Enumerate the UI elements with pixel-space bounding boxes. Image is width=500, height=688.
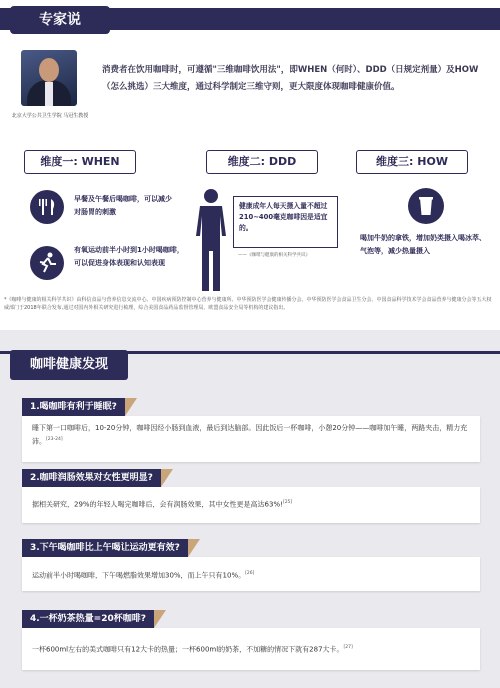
expert-caption: 北京大学公共卫生学院 马冠生教授 xyxy=(11,113,89,119)
ref-1: [23-24] xyxy=(46,437,63,442)
expert-section xyxy=(0,0,500,330)
ref-4: [27] xyxy=(343,645,353,650)
intro-text: 消费者在饮用咖啡时，可遵循"三维咖啡饮用法"，即WHEN（何时）、DDD（日规定剂量）及HOW（怎么挑选）三大维度，通过科学制定三维守则，更大限度体现咖啡健康价值。 xyxy=(102,65,479,92)
answer-1: 睡下第一口咖啡后，10-20分钟，咖啡因经小肠到血液，最后到达脑部。因此饭后一杯咖啡，小憩20分钟——咖啡加午睡，两路夹击，精力充沛。 xyxy=(32,424,468,446)
running-icon xyxy=(30,246,64,280)
footnote: *《咖啡与健康的相关科学共识》由科信食品与营养信息交流中心、中国疾病预防控制中心营养与健康所、中华预防医学会健康传播分会、中华预防医学会食品卫生分会、中国食品科学技术学会食品营养与健康分会等五大权威部门于2018年联合发布,通过对国内外相关研究进行梳理，综合美国食品药品监督管理局、欧盟食品安全局等机构的建议指出。 xyxy=(4,297,492,311)
ref-2: [25] xyxy=(282,500,293,505)
answer-card-1 xyxy=(22,416,480,462)
ref-3: [26] xyxy=(245,571,255,576)
ddd-citation: ——《咖啡与健康的相关科学共识》 xyxy=(238,253,310,258)
answer-3: 运动前半小时喝咖啡，下午喝燃脂效果增加30%，而上午只有10%。 xyxy=(32,571,246,580)
dimension-when: 维度一: WHEN xyxy=(24,150,136,174)
question-4: 4.一杯奶茶热量=20杯咖啡? xyxy=(22,610,154,628)
dimension-how: 维度三: HOW xyxy=(356,150,468,174)
question-3: 3.下午喝咖啡比上午喝让运动更有效? xyxy=(22,539,188,557)
question-1: 1.喝咖啡有利于睡眠? xyxy=(22,398,125,416)
dimension-ddd: 维度二: DDD xyxy=(206,150,318,174)
findings-title: 咖啡健康发现 xyxy=(10,350,128,380)
human-silhouette xyxy=(190,188,232,293)
answer-card-3 xyxy=(22,557,480,591)
question-2: 2.咖啡润肠效果对女性更明显? xyxy=(22,469,161,487)
utensils-icon xyxy=(30,190,64,224)
expert-photo xyxy=(21,50,77,106)
answer-2: 据相关研究，29%的年轻人喝完咖啡后，会有润肠效果，其中女性更是高达63%! xyxy=(32,500,283,509)
answer-4: 一杯600ml左右的美式咖啡只有12大卡的热量；一杯600ml的奶茶，不加糖的情况下就有287大卡。 xyxy=(32,645,344,654)
section-title: 专家说 xyxy=(10,6,110,34)
when-text-1: 早餐及午餐后喝咖啡，可以减少对肠胃的刺激 xyxy=(74,195,172,216)
ddd-box: 健康成年人每天摄入量不超过210~400毫克咖啡因是适宜的。 xyxy=(233,196,338,248)
answer-card-2 xyxy=(22,487,480,523)
cup-icon xyxy=(408,188,444,224)
when-text-2: 有氧运动前半小时到1小时喝咖啡，可以促进身体表现和认知表现 xyxy=(74,246,184,267)
findings-section xyxy=(0,330,500,688)
how-text: 喝加牛奶的拿铁，增加奶类摄入喝冰萃、气泡等，减少热量摄入 xyxy=(360,234,486,255)
answer-card-4 xyxy=(22,628,480,670)
